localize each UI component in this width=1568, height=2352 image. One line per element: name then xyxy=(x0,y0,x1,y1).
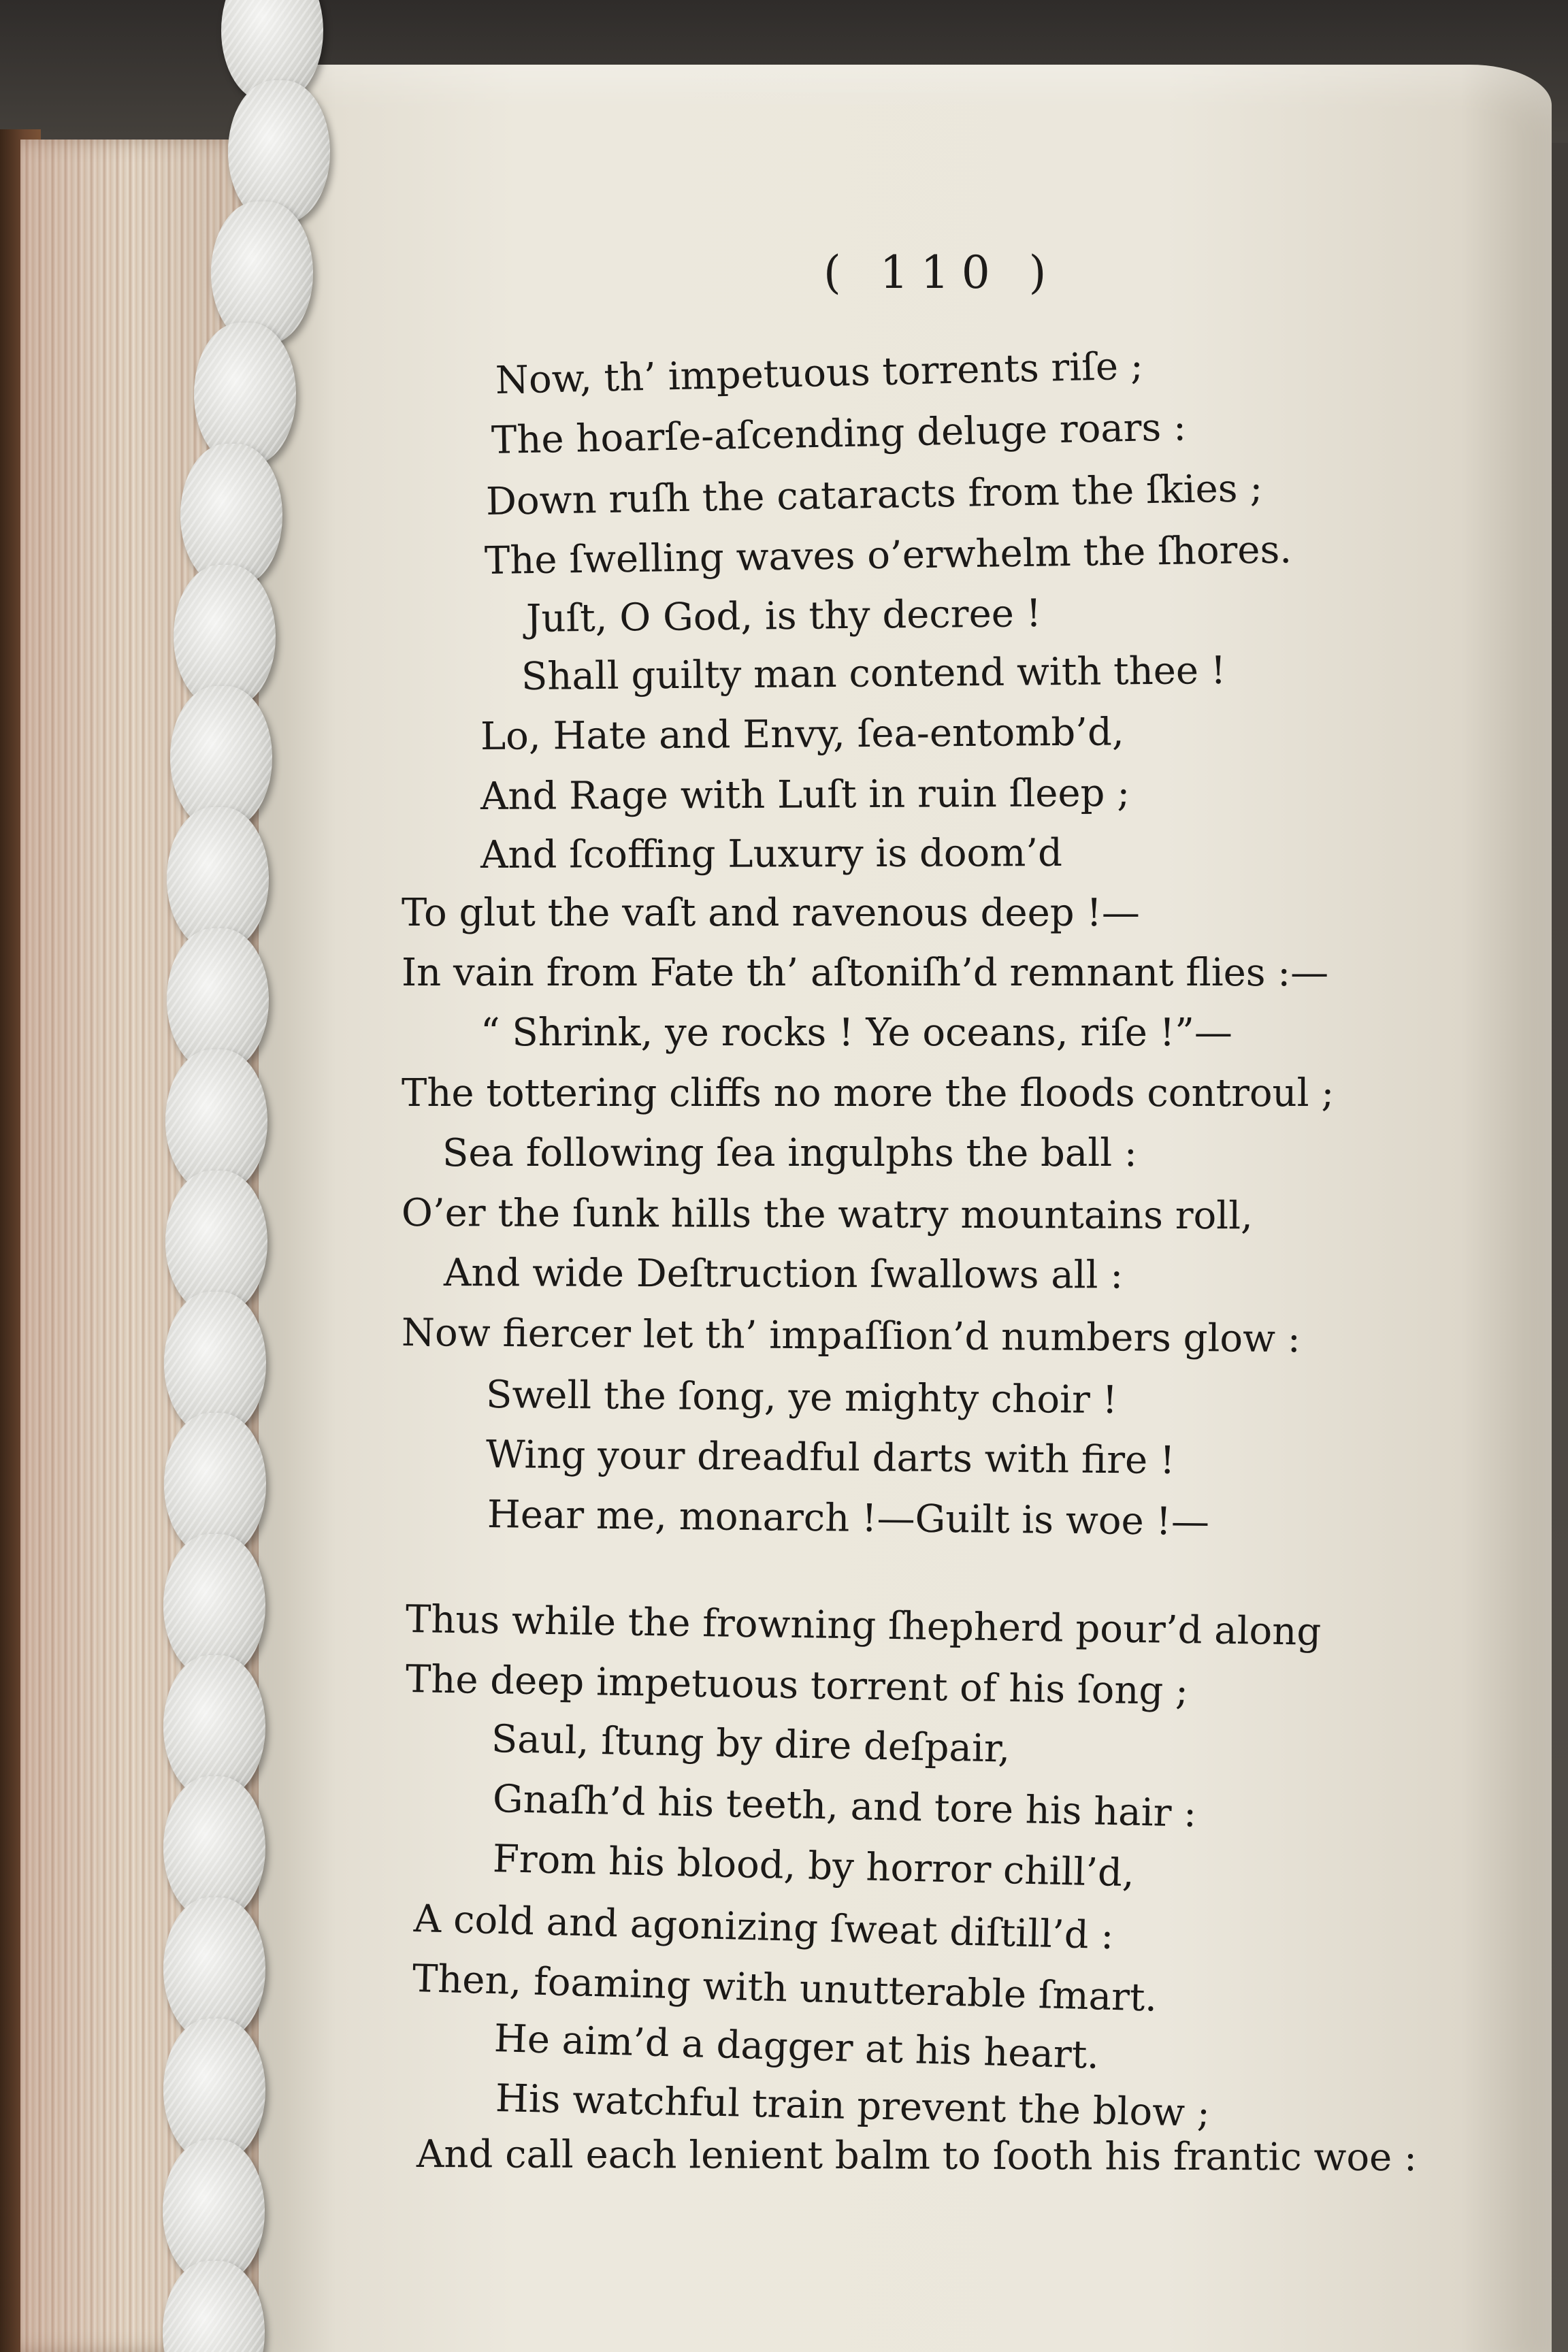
verse-line: Juſt, O God, is thy decree ! xyxy=(525,591,1042,641)
verse-line: Thus while the frowning ſhepherd pour’d along xyxy=(405,1597,1322,1654)
ribbon-bead xyxy=(163,2261,265,2352)
verse-line: Hear me, monarch !—Guilt is woe !— xyxy=(487,1492,1210,1545)
verse-line: Down ruſh the cataracts from the ſkies ; xyxy=(485,466,1263,524)
verse-line: And ſcoffing Luxury is doom’d xyxy=(480,831,1063,877)
verse-line: A cold and agonizing ſweat diſtill’d : xyxy=(413,1897,1115,1959)
verse-line: The hoarſe-aſcending deluge roars : xyxy=(491,405,1187,463)
verse-line: The deep impetuous torrent of his ſong ; xyxy=(405,1657,1189,1714)
verse-line: “ Shrink, ye rocks ! Ye oceans, riſe !”— xyxy=(480,1011,1232,1055)
verse-line: O’er the ſunk hills the watry mountains roll, xyxy=(401,1191,1253,1239)
ribbon-bead xyxy=(211,201,313,344)
verse-line: Now fiercer let th’ impaſſion’d numbers glow : xyxy=(401,1311,1301,1362)
verse-line: Gnaſh’d his teeth, and tore his hair : xyxy=(492,1777,1197,1836)
verse-line: Then, foaming with unutterable ſmart. xyxy=(412,1957,1158,2021)
verse-line: And wide Deſtruction ſwallows all : xyxy=(443,1251,1124,1298)
ribbon-bead xyxy=(228,80,330,223)
verse-line: In vain from Fate th’ aſtoniſh’d remnant flies :— xyxy=(402,951,1329,995)
verse-line: And Rage with Luſt in ruin ſleep ; xyxy=(480,771,1130,819)
verse-line: To glut the vaſt and ravenous deep !— xyxy=(402,891,1140,935)
verse-line: He aim’d a dagger at his heart. xyxy=(493,2016,1100,2078)
verse-line: His watchful train prevent the blow ; xyxy=(495,2076,1211,2136)
verse-line: The ſwelling waves o’erwhelm the ſhores. xyxy=(484,527,1292,583)
ribbon-bead xyxy=(194,323,296,466)
verse-line: Saul, ſtung by dire deſpair, xyxy=(491,1717,1011,1771)
verse-line: Wing your dreadful darts with fire ! xyxy=(485,1433,1175,1483)
ribbon-bookmark xyxy=(174,0,289,2352)
verse-line: Swell the ſong, ye mighty choir ! xyxy=(485,1373,1118,1423)
verse-line: Shall guilty man contend with thee ! xyxy=(521,648,1226,699)
page-number: ( 110 ) xyxy=(823,246,1059,299)
verse-line: Now, th’ impetuous torrents riſe ; xyxy=(495,344,1144,403)
verse-line: From his blood, by horror chill’d, xyxy=(492,1837,1135,1896)
verse-line: Sea following ſea ingulphs the ball : xyxy=(442,1131,1137,1175)
verse-line: And call each lenient balm to ſooth his frantic woe : xyxy=(416,2132,1418,2180)
verse-line: The tottering cliffs no more the floods controul ; xyxy=(402,1071,1335,1115)
verse-line: Lo, Hate and Envy, ſea-entomb’d, xyxy=(480,710,1124,759)
